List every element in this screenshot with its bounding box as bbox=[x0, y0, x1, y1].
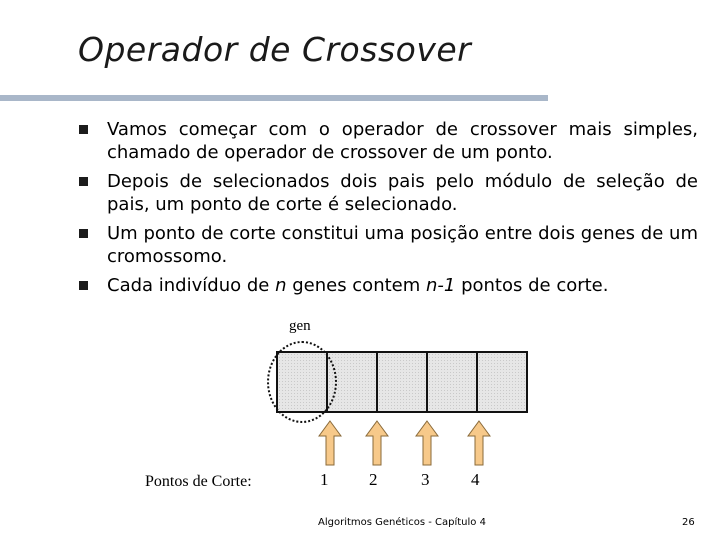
page-number: 26 bbox=[682, 517, 695, 528]
bullet-item bbox=[78, 274, 698, 297]
cut-point-arrow-icon bbox=[415, 420, 439, 466]
square-bullet-icon bbox=[79, 229, 88, 238]
gene-cell bbox=[478, 353, 526, 411]
cut-points-label: Pontos de Corte: bbox=[145, 473, 252, 490]
bullet-text: Depois de selecionados dois pais pelo módulo de seleção de pais, um ponto de corte é selecionado. bbox=[107, 171, 698, 215]
cut-point-number: 1 bbox=[320, 470, 329, 489]
bullet-text: Vamos começar com o operador de crossover mais simples, chamado de operador de crossover de um ponto. bbox=[107, 119, 698, 163]
gene-cell bbox=[378, 353, 428, 411]
bullet-item bbox=[78, 222, 698, 268]
cut-point-number: 4 bbox=[471, 470, 480, 489]
square-bullet-icon bbox=[79, 177, 88, 186]
bullet-list bbox=[78, 118, 698, 303]
bullet-text-n1: n-1 bbox=[426, 275, 456, 296]
cut-point-number: 2 bbox=[369, 470, 378, 489]
bullet-text-pre: Cada indivíduo de bbox=[107, 275, 276, 296]
footer-text: Algoritmos Genéticos - Capítulo 4 bbox=[318, 517, 486, 528]
bullet-item bbox=[78, 170, 698, 216]
bullet-text-post: pontos de corte. bbox=[455, 275, 609, 296]
cut-point-arrow-icon bbox=[365, 420, 389, 466]
title-underline bbox=[0, 95, 548, 101]
bullet-text: Um ponto de corte constitui uma posição entre dois genes de um cromossomo. bbox=[107, 223, 698, 267]
bullet-item bbox=[78, 118, 698, 164]
bullet-text-n: n bbox=[275, 275, 287, 296]
gene-label: gen bbox=[289, 318, 311, 334]
gene-cell bbox=[428, 353, 478, 411]
cut-point-number: 3 bbox=[421, 470, 430, 489]
slide-title: Operador de Crossover bbox=[78, 30, 472, 69]
square-bullet-icon bbox=[79, 281, 88, 290]
cut-point-arrow-icon bbox=[467, 420, 491, 466]
bullet-text-mid: genes contem bbox=[286, 275, 426, 296]
cut-point-arrow-icon bbox=[318, 420, 342, 466]
square-bullet-icon bbox=[79, 125, 88, 134]
gene-highlight-oval bbox=[267, 341, 337, 423]
